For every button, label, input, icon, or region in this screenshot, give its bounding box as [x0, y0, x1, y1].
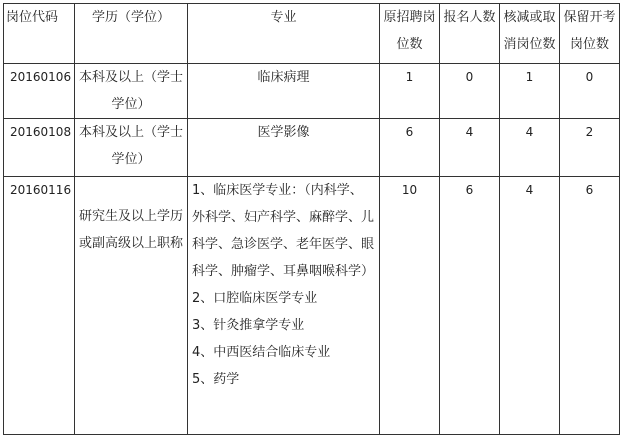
header-original: 原招聘岗位数: [380, 4, 440, 64]
row-kept: 6: [560, 177, 620, 435]
row-original: 1: [380, 64, 440, 119]
row-major-list: [188, 177, 380, 435]
major-item: 4、中西医结合临床专业: [192, 345, 331, 360]
row-original: 6: [380, 119, 440, 177]
header-code: 岗位代码: [4, 4, 75, 64]
header-reduced: 核减或取消岗位数: [500, 4, 560, 64]
table-row: [4, 119, 620, 177]
row-reduced: 1: [500, 64, 560, 119]
row-code: 20160116: [4, 177, 75, 435]
row-applicants: 0: [440, 64, 500, 119]
row-degree: 研究生及以上学历或副高级以上职称: [75, 177, 188, 435]
row-major: 临床病理: [188, 64, 380, 119]
row-applicants: 6: [440, 177, 500, 435]
row-kept: 2: [560, 119, 620, 177]
row-kept: 0: [560, 64, 620, 119]
post-adjustment-table: [3, 3, 620, 435]
row-original: 10: [380, 177, 440, 435]
row-code: 20160106: [4, 64, 75, 119]
row-major: 医学影像: [188, 119, 380, 177]
major-item: 1、临床医学专业：（内科学、外科学、妇产科学、麻醉学、儿科学、急诊医学、老年医学、眼科学、肿瘤学、耳鼻咽喉科学）: [192, 183, 375, 279]
header-applicants: 报名人数: [440, 4, 500, 64]
row-reduced: 4: [500, 177, 560, 435]
row-code: 20160108: [4, 119, 75, 177]
row-applicants: 4: [440, 119, 500, 177]
table-row: [4, 64, 620, 119]
header-major: 专业: [188, 4, 380, 64]
header-row: [4, 4, 620, 64]
header-kept: 保留开考岗位数: [560, 4, 620, 64]
major-item: 2、口腔临床医学专业: [192, 291, 318, 306]
row-degree: 本科及以上（学士学位）: [75, 64, 188, 119]
table-row: [4, 177, 620, 435]
major-item: 5、药学: [192, 372, 240, 387]
row-reduced: 4: [500, 119, 560, 177]
row-degree: 本科及以上（学士学位）: [75, 119, 188, 177]
major-item: 3、针灸推拿学专业: [192, 318, 305, 333]
header-degree: 学历（学位）: [75, 4, 188, 64]
